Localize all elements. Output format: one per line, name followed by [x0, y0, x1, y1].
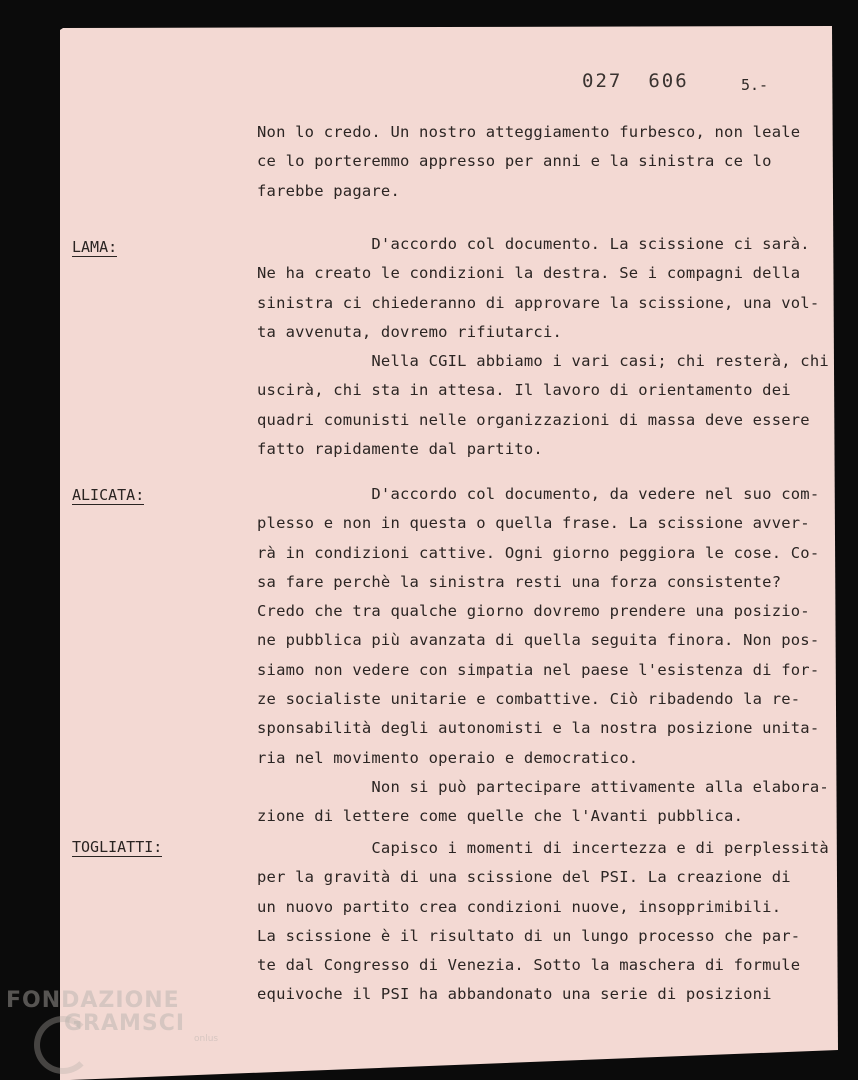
text-line: Credo che tra qualche giorno dovremo prendere una posizio- [257, 602, 810, 621]
text-line: D'accordo col documento. La scissione ci sarà. [257, 235, 810, 253]
text-line: ce lo porteremmo appresso per anni e la sinistra ce lo [257, 152, 772, 171]
text-line: te dal Congresso di Venezia. Sotto la maschera di formule [257, 956, 801, 975]
text-line: ta avvenuta, dovremo rifiutarci. [257, 322, 563, 341]
text-line: sponsabilità degli autonomisti e la nostra posizione unita- [257, 719, 820, 738]
togliatti-paragraph [257, 834, 829, 1010]
watermark [6, 988, 218, 1044]
text-line: farebbe pagare. [257, 181, 400, 200]
speaker-togliatti: TOGLIATTI: [72, 838, 163, 856]
text-line: quadri comunisti nelle organizzazioni di massa deve essere [257, 410, 810, 429]
text-line: Non lo credo. Un nostro atteggiamento furbesco, non leale [257, 123, 801, 141]
text-line: uscirà, chi sta in attesa. Il lavoro di orientamento dei [257, 381, 791, 400]
intro-paragraph [257, 118, 817, 206]
text-line: fatto rapidamente dal partito. [257, 440, 543, 459]
text-line: Nella CGIL abbiamo i vari casi; chi resterà, chi [257, 352, 829, 371]
text-line: Capisco i momenti di incertezza e di perplessità [257, 839, 829, 857]
watermark-line3: onlus [194, 1034, 219, 1044]
alicata-paragraph [257, 480, 829, 832]
archive-number-part-a: 027 [582, 70, 623, 92]
text-line: La scissione è il risultato di un lungo processo che par- [257, 926, 801, 945]
archive-number [582, 70, 715, 92]
text-line: sa fare perchè la sinistra resti una forza consistente? [257, 572, 782, 591]
watermark-line1: FONDAZIONE [6, 988, 180, 1013]
speaker-lama: LAMA: [72, 238, 118, 256]
text-line: zione di lettere come quelle che l'Avanti pubblica. [257, 807, 744, 826]
text-line: Non si può partecipare attivamente alla elabora- [257, 777, 829, 796]
text-line: ria nel movimento operaio e democratico. [257, 748, 639, 767]
text-line: plesso e non in questa o quella frase. La scissione avver- [257, 514, 810, 533]
text-line: equivoche il PSI ha abbandonato una serie di posizioni [257, 985, 772, 1004]
text-line: un nuovo partito crea condizioni nuove, insopprimibili. [257, 897, 782, 916]
page-number: 5.- [741, 76, 769, 94]
archive-number-part-b: 606 [648, 70, 689, 92]
text-line: ze socialiste unitarie e combattive. Ciò ribadendo la re- [257, 690, 801, 709]
lama-paragraph [257, 230, 829, 464]
text-line: sinistra ci chiederanno di approvare la scissione, una vol- [257, 293, 820, 312]
watermark-line2: GRAMSCI [64, 1011, 186, 1036]
text-line: Ne ha creato le condizioni la destra. Se i compagni della [257, 264, 801, 283]
text-line: per la gravità di una scissione del PSI. La creazione di [257, 868, 791, 887]
speaker-alicata: ALICATA: [72, 486, 145, 504]
text-line: ne pubblica più avanzata di quella seguita finora. Non pos- [257, 631, 820, 650]
text-line: D'accordo col documento, da vedere nel suo com- [257, 485, 820, 503]
text-line: rà in condizioni cattive. Ogni giorno peggiora le cose. Co- [257, 543, 820, 562]
text-line: siamo non vedere con simpatia nel paese l'esistenza di for- [257, 660, 820, 679]
